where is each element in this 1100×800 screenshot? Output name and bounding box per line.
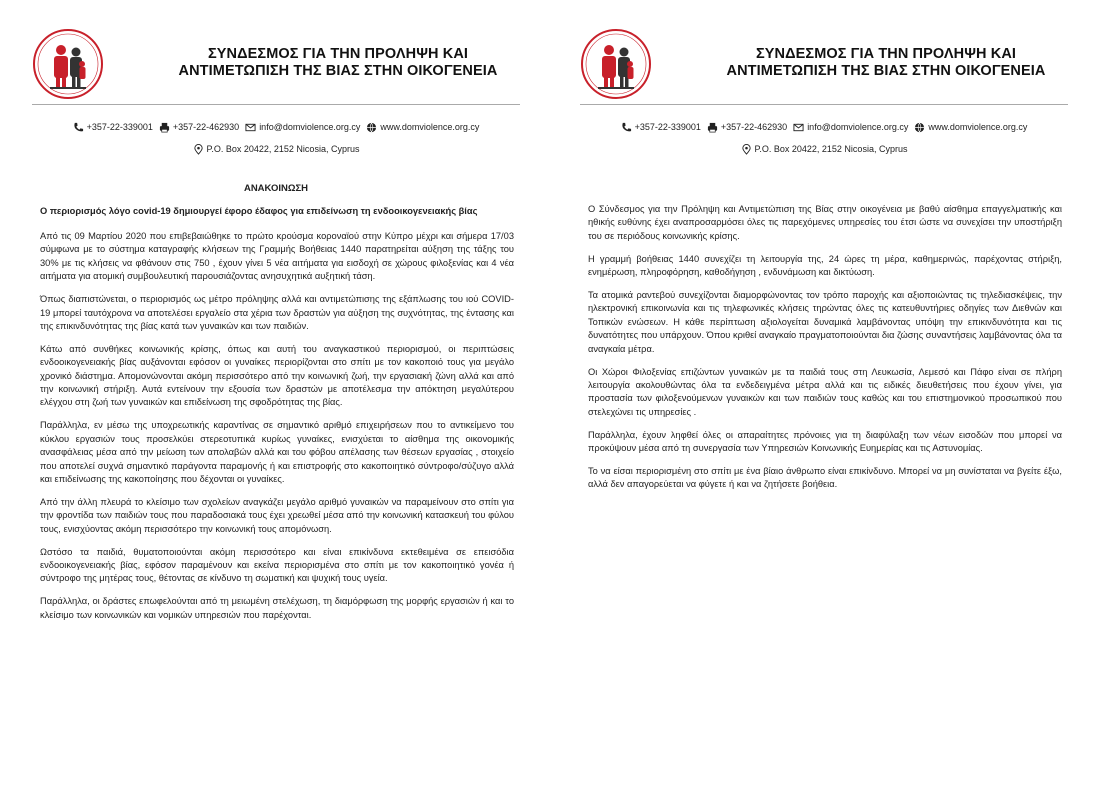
- announcement-heading: ΑΝΑΚΟΙΝΩΣΗ: [243, 183, 309, 194]
- fax-icon: [159, 122, 170, 133]
- phone-number: +357-22-339001: [634, 122, 701, 132]
- phone-icon: [621, 122, 632, 133]
- paragraph: Η γραμμή βοήθειας 1440 συνεχίζει τη λειτουργία της, 24 ώρες τη μέρα, καθημερινώς, παρέχοντας στήριξη, ενημέρωση, πληροφόρηση, καθοδήγηση , ενδυνάμωση και δικτύωση.: [588, 253, 1062, 278]
- contact-info: [2, 120, 550, 156]
- letterhead: [26, 28, 526, 108]
- paragraph: Κάτω από συνθήκες κοινωνικής κρίσης, όπως και αυτή του αναγκαστικού περιορισμού, οι περιπτώσεις ενδοοικογενειακής βίας αυξάνονται εφόσον οι γυναίκες περιορίζονται στο σπίτι με τον κακοποιό τους για μεγάλο χρονικό διάστημα. Απομονώνονται ακόμη περισσότερο από την κοινωνική ζωή, την εργασιακή ζώνη αλλά και από την κοινωνική στήριξη. Αυτά εντείνουν την εξουσία των δραστών με αποτέλεσμα την απόκτηση μεγαλύτερου ελέγχου στη ζωή των γυναικών και επιδείνωση της σφοδρότητας της βίας.: [40, 343, 514, 408]
- paragraph: Από την άλλη πλευρά το κλείσιμο των σχολείων αναγκάζει μεγάλο αριθμό γυναικών να παραμείνουν στο σπίτι για την φροντίδα των παιδιών τους που παραδοσιακά τους έχει χρεωθεί μέσα από την κοινωνική κατασκευή του φύλου τους, ενισχύοντας ακόμη περισσότερο την κοινωνική τους απομόνωση.: [40, 496, 514, 534]
- header-divider: [580, 104, 1068, 105]
- organization-name-line1: ΣΥΝΔΕΣΜΟΣ ΓΙΑ ΤΗΝ ΠΡΟΛΗΨΗ ΚΑΙ: [207, 46, 469, 62]
- document-page-1: [2, 0, 550, 800]
- email-address[interactable]: info@domviolence.org.cy: [259, 122, 361, 132]
- globe-icon: [366, 122, 377, 133]
- announcement-body-continued: [588, 203, 1062, 501]
- fax-icon: [707, 122, 718, 133]
- letterhead: [574, 28, 1074, 108]
- location-pin-icon: [741, 144, 752, 155]
- document-page-2: [550, 0, 1098, 800]
- paragraph: Το να είσαι περιορισμένη στο σπίτι με ένα βίαιο άνθρωπο είναι επικίνδυνο. Μπορεί να μη συνίσταται να βγείτε έξω, αλλά δεν απαγορεύεται να φύγετε ή και να ζητήσετε βοήθεια.: [588, 466, 1062, 490]
- paragraph: Οι Χώροι Φιλοξενίας επιζώντων γυναικών με τα παιδιά τους στη Λευκωσία, Λεμεσό και Πάφο είναι σε πλήρη λειτουργία ακολουθώντας όλα τα ενδεδειγμένα μέτρα αλλά και τις ειδικές διευθετήσεις που έχουν γίνει, για προστασία των φιλοξενούμενων γυναικών και των παιδιών τους καθώς και του επιστημονικού προσωπικού που στελεχώνει τις υπηρεσίες .: [588, 366, 1062, 417]
- postal-address: P.O. Box 20422, 2152 Nicosia, Cyprus: [754, 144, 908, 154]
- organization-name-line1: ΣΥΝΔΕΣΜΟΣ ΓΙΑ ΤΗΝ ΠΡΟΛΗΨΗ ΚΑΙ: [755, 46, 1017, 62]
- paragraph: Από τις 09 Μαρτίου 2020 που επιβεβαιώθηκε το πρώτο κρούσμα κοροναϊού στην Κύπρο μέχρι και σήμερα 17/03 σύμφωνα με το σύστημα καταγραφής κλήσεων της Γραμμής Βοήθειας 1440 παρατηρείται αύξηση της τάξης του 30% με τις κλήσεις να φθάνουν στις 750 , έχουν γίνει 5 νέα αιτήματα για εισδοχή σε χώρους φιλοξενίας και 4 νέα αιτήματα για ατομική συμβουλευτική παρουσιάζοντας ανησυχητικά αυξητική τάση.: [40, 231, 514, 282]
- organization-name-line2: ΑΝΤΙΜΕΤΩΠΙΣΗ ΤΗΣ ΒΙΑΣ ΣΤΗΝ ΟΙΚΟΓΕΝΕΙΑ: [178, 63, 498, 79]
- paragraph: Ο Σύνδεσμος για την Πρόληψη και Αντιμετώπιση της Βίας στην οικογένεια με βαθύ αίσθημα επαγγελματικής και ηθικής ευθύνης έχει αναπροσαρμόσει όλες τις παρεχόμενες υπηρεσίες του έτσι ώστε να συνεχίσει την υποστήριξη του σε περιόδους κοινωνικής κρίσης.: [588, 204, 1062, 241]
- fax-number: +357-22-462930: [172, 122, 240, 132]
- email-icon: [245, 122, 256, 133]
- paragraph: Παράλληλα, εν μέσω της υποχρεωτικής καραντίνας σε σημαντικό αριθμό επιχειρήσεων που το αντικείμενο του κύκλου εργασιών τους προσελκύει στερεοτυπικά κυρίως γυναίκες, ενισχύεται το αίσθημα της οικονομικής ανασφάλειας μέσα από την μείωση των απολαβών αλλά και του φόβου απέλασης των θέσεων εργασίας , στοιχείο που αποτελεί συχνά σημαντικό παράγοντα παραμονής ή και επιστροφής στο κακοποιητικό σύντροφο/σύζυγο αλλά και επιδείνωσης της κακοποίησης που δέχονται οι γυναίκες.: [40, 420, 514, 484]
- organization-name-line2: ΑΝΤΙΜΕΤΩΠΙΣΗ ΤΗΣ ΒΙΑΣ ΣΤΗΝ ΟΙΚΟΓΕΝΕΙΑ: [726, 63, 1046, 79]
- organization-logo: [580, 28, 652, 100]
- phone-icon: [73, 122, 84, 133]
- location-pin-icon: [193, 144, 204, 155]
- paragraph: Παράλληλα, έχουν ληφθεί όλες οι απαραίτητες πρόνοιες για τη διαφύλαξη των νέων εισοδών που μπορεί να προκύψουν μέσα από τη συνεργασία των Υπηρεσιών Κοινωνικής Ευημερίας και τις Αστυνομίας.: [588, 429, 1062, 454]
- website-link[interactable]: www.domviolence.org.cy: [928, 122, 1028, 132]
- paragraph: Όπως διαπιστώνεται, ο περιορισμός ως μέτρο πρόληψης αλλά και αντιμετώπισης της εξάπλωσης του ιού COVID-19 μπορεί ταυτόχρονα να αποτελέσει εργαλείο στα χέρια των δραστών για αύξηση της συχνότητας, της έντασης και της επικινδυνότητας της βίας κατά των γυναικών και των παιδιών.: [40, 294, 514, 331]
- organization-name: [716, 46, 1056, 80]
- globe-icon: [914, 122, 925, 133]
- organization-name: [168, 46, 508, 80]
- header-divider: [32, 104, 520, 105]
- fax-number: +357-22-462930: [720, 122, 788, 132]
- paragraph: Ωστόσο τα παιδιά, θυματοποιούνται ακόμη περισσότερο και είναι επικίνδυνα εκτεθειμένα σε επεισόδια ενδοοικογενειακής βίας, εφόσον παραμένουν και εκείνα περιορισμένα στο σπίτι με τον κακοποιητικό γονέα ή σύντροφο της μητέρας τους, θέτοντας σε κίνδυνο τη σωματική και ψυχική τους υγεία.: [40, 546, 514, 584]
- email-address[interactable]: info@domviolence.org.cy: [807, 122, 909, 132]
- paragraph: Παράλληλα, οι δράστες επωφελούνται από τη μειωμένη στελέχωση, τη διαμόρφωση της μορφής εργασιών ή και το κλείσιμο των κοινωνικών και νομικών υπηρεσιών που παρέχονται.: [40, 596, 514, 620]
- contact-info: [550, 120, 1098, 156]
- postal-address: P.O. Box 20422, 2152 Nicosia, Cyprus: [206, 144, 360, 154]
- announcement-body: [40, 230, 514, 632]
- website-link[interactable]: www.domviolence.org.cy: [380, 122, 480, 132]
- announcement-subtitle: Ο περιορισμός λόγο covid-19 δημιουργεί έφορο έδαφος για επιδείνωση τη ενδοοικογενειακής βίας: [40, 206, 478, 216]
- email-icon: [793, 122, 804, 133]
- phone-number: +357-22-339001: [86, 122, 153, 132]
- organization-logo: [32, 28, 104, 100]
- paragraph: Τα ατομικά ραντεβού συνεχίζονται διαμορφώνοντας τον τρόπο παροχής και αξιοποιώντας τις τηλεδιασκέψεις, την ηλεκτρονική επικοινωνία και τις τηλεφωνικές κλήσεις τηρώντας όλες τις κατευθυντήριες οδηγίες των Διεθνών και Τοπικών ενώσεων. Η κάθε περίπτωση αξιολογείται δυναμικά λαμβάνοντας υπόψη την επικινδυνότητα και τις δυνατότητες που υπάρχουν. Όπου κριθεί αναγκαίο πραγματοποιούνται δια ζώσης συναντήσεις λαμβάνοντας όλα τα αναγκαία μέτρα.: [588, 290, 1062, 354]
